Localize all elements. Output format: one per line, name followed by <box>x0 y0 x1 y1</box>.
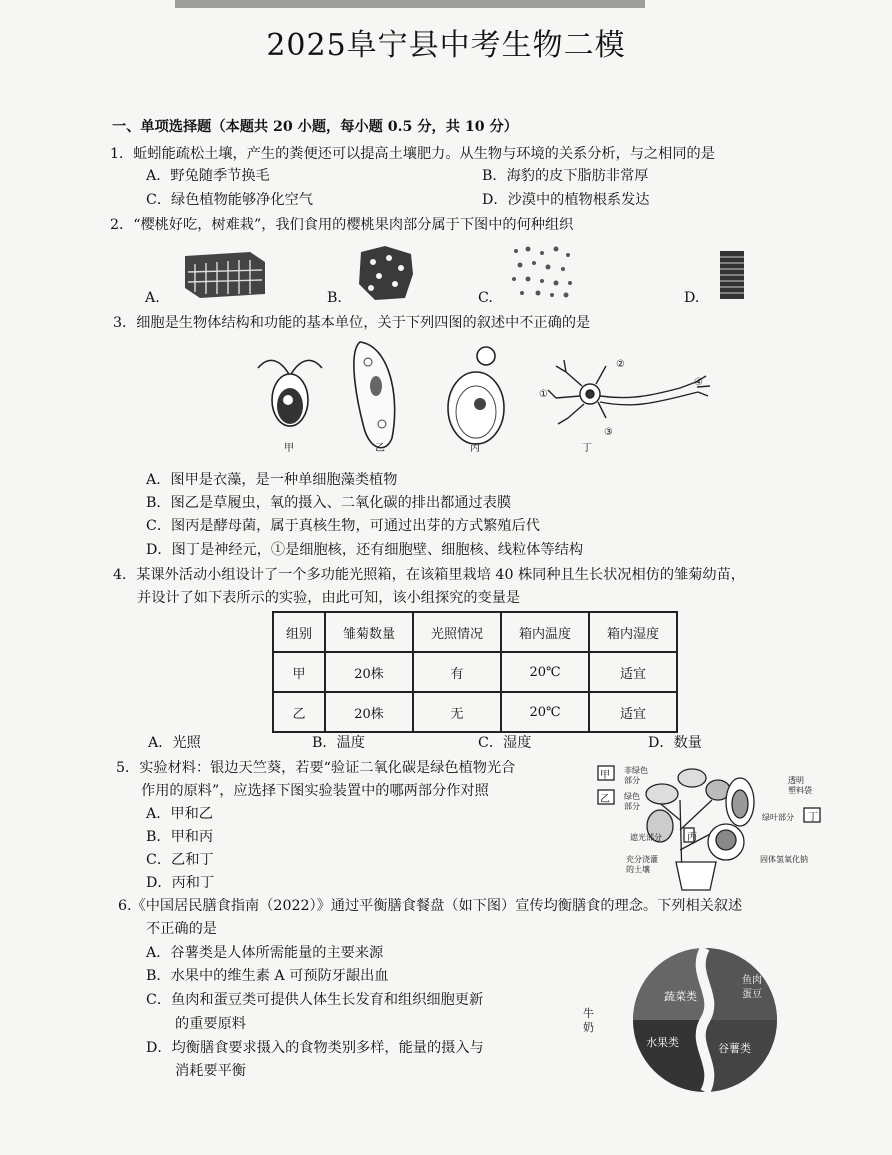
q5-box-ding: 丁 <box>808 812 818 823</box>
q3-option-a: A．图甲是衣藻，是一种单细胞藻类植物 <box>146 472 398 488</box>
neuron-figure <box>548 360 710 424</box>
chlamydomonas-figure <box>258 360 322 426</box>
neuron-mark-4: ④ <box>694 377 703 388</box>
q5-label-shade: 遮光部分 <box>630 833 662 842</box>
q3-option-d: D．图丁是神经元，①是细胞核，还有细胞壁、细胞核、线粒体等结构 <box>146 542 584 558</box>
q1-stem: 1．蚯蚓能疏松土壤，产生的粪便还可以提高土壤肥力。从生物与环境的关系分析，与之相同的是 <box>110 146 715 162</box>
q5-label-naoh: 固体氢氧化钠 <box>760 855 808 864</box>
tissue-d-image <box>718 249 746 301</box>
q6-option-c-line2: 的重要原料 <box>175 1016 246 1032</box>
q1-option-a: A．野兔随季节换毛 <box>146 168 270 184</box>
q4-stem-line2: 并设计了如下表所示的实验，由此可知，该小组探究的变量是 <box>137 590 521 606</box>
milk-label-1: 牛 <box>583 1007 594 1020</box>
q4-option-c: C．湿度 <box>478 735 532 751</box>
q5-box-bing: 丙 <box>687 832 697 843</box>
section-heading: 一、单项选择题（本题共 20 小题，每小题 0.5 分，共 10 分） <box>112 119 518 135</box>
q2-option-a: A. <box>145 290 160 306</box>
milk-label-2: 奶 <box>583 1021 594 1034</box>
table-cell: 20株 <box>325 652 413 692</box>
q4-option-d: D．数量 <box>648 735 702 751</box>
q5-option-b: B．甲和丙 <box>146 829 214 845</box>
scan-artifact-bar <box>175 0 645 8</box>
q1-option-b: B．海豹的皮下脂肪非常厚 <box>482 168 649 184</box>
fig-label-bing: 丙 <box>470 443 480 454</box>
table-cell: 20株 <box>325 692 413 732</box>
q6-option-d-line1: D．均衡膳食要求摄入的食物类别多样，能量的摄入与 <box>146 1040 484 1056</box>
q4-option-a: A．光照 <box>148 735 201 751</box>
neuron-mark-1: ① <box>539 389 548 400</box>
q5-stem-line1: 5．实验材料：银边天竺葵，若要“验证二氧化碳是绿色植物光合 <box>116 760 516 776</box>
q6-option-c-line1: C．鱼肉和蛋豆类可提供人体生长发育和组织细胞更新 <box>146 992 484 1008</box>
q5-option-c: C．乙和丁 <box>146 852 214 868</box>
paramecium-figure <box>354 342 395 448</box>
q5-stem-line2: 作用的原料”，应选择下图实验装置中的哪两部分作对照 <box>141 783 489 799</box>
table-cell: 适宜 <box>589 692 677 732</box>
q5-label-bag2: 塑料袋 <box>788 786 812 795</box>
table-cell: 20℃ <box>501 692 589 732</box>
q4-stem-line1: 4．某课外活动小组设计了一个多功能光照箱，在该箱里栽培 40 株同种且生长状况相仿的雏菊幼苗， <box>113 567 745 583</box>
q3-option-b: B．图乙是草履虫，氧的摄入、二氧化碳的排出都通过表膜 <box>146 495 512 511</box>
q6-option-d-line2: 消耗要平衡 <box>175 1063 246 1079</box>
q5-label-green1: 绿色 <box>624 792 640 801</box>
q5-label-nongreen2: 部分 <box>624 776 640 785</box>
table-header: 组别 <box>273 612 325 652</box>
yeast-figure <box>448 347 504 444</box>
cell-diagrams <box>250 338 720 460</box>
table-cell: 乙 <box>273 692 325 732</box>
neuron-mark-2: ② <box>616 359 625 370</box>
q5-label-soil1: 充分浇灌 <box>626 855 658 864</box>
plate-meat-label-1: 鱼肉 <box>742 975 762 986</box>
q2-option-b: B. <box>327 290 342 306</box>
q4-option-b: B．温度 <box>312 735 365 751</box>
table-cell: 甲 <box>273 652 325 692</box>
table-cell: 20℃ <box>501 652 589 692</box>
plate-veg-label: 蔬菜类 <box>664 990 697 1003</box>
q5-box-jia: 甲 <box>600 770 610 781</box>
balanced-diet-plate <box>630 945 780 1095</box>
q5-box-yi: 乙 <box>600 794 610 805</box>
q2-option-d: D. <box>684 290 700 306</box>
fig-label-jia: 甲 <box>284 443 294 454</box>
q6-stem-line1: 6.《中国居民膳食指南（2022）》通过平衡膳食餐盘（如下图）宣传均衡膳食的理念。下列相关叙述 <box>118 898 743 914</box>
page-title: 2025阜宁县中考生物二模 <box>266 28 626 63</box>
q5-label-bag1: 透明 <box>788 776 804 785</box>
table-header: 雏菊数量 <box>325 612 413 652</box>
table-header: 箱内湿度 <box>589 612 677 652</box>
neuron-mark-3: ③ <box>604 427 613 438</box>
table-cell: 适宜 <box>589 652 677 692</box>
plate-fruit-label: 水果类 <box>646 1036 679 1049</box>
q5-option-d: D．丙和丁 <box>146 875 215 891</box>
q5-label-nongreen1: 非绿色 <box>624 766 648 775</box>
plate-grain-label: 谷薯类 <box>718 1042 751 1055</box>
table-header: 箱内温度 <box>501 612 589 652</box>
table-header: 光照情况 <box>413 612 501 652</box>
q5-option-a: A．甲和乙 <box>146 806 213 822</box>
q6-option-b: B．水果中的维生素 A 可预防牙龈出血 <box>146 968 389 984</box>
table-cell: 无 <box>413 692 501 732</box>
table-row <box>273 692 677 732</box>
q5-label-greenleaf: 绿叶部分 <box>762 813 794 822</box>
table-cell: 有 <box>413 652 501 692</box>
experiment-table <box>272 611 678 733</box>
table-row <box>273 652 677 692</box>
q2-option-c: C. <box>478 290 493 306</box>
table-header-row <box>273 612 677 652</box>
fig-label-ding: 丁 <box>582 443 592 454</box>
plate-meat-label-2: 蛋豆 <box>742 989 762 1000</box>
q6-option-a: A．谷薯类是人体所需能量的主要来源 <box>146 945 384 961</box>
q1-option-d: D．沙漠中的植物根系发达 <box>482 192 650 208</box>
q1-option-c: C．绿色植物能够净化空气 <box>146 192 313 208</box>
q3-stem: 3．细胞是生物体结构和功能的基本单位，关于下列四图的叙述中不正确的是 <box>113 315 591 331</box>
q6-stem-line2: 不正确的是 <box>146 921 217 937</box>
tissue-b-image <box>355 244 417 302</box>
q2-stem: 2．“樱桃好吃，树难栽”，我们食用的樱桃果肉部分属于下图中的何种组织 <box>110 217 574 233</box>
q3-option-c: C．图丙是酵母菌，属于真核生物，可通过出芽的方式繁殖后代 <box>146 518 540 534</box>
q5-label-green2: 部分 <box>624 802 640 811</box>
tissue-a-image <box>180 244 270 300</box>
fig-label-yi: 乙 <box>375 443 385 454</box>
q5-label-soil2: 的土壤 <box>626 865 650 874</box>
tissue-c-image <box>508 243 578 299</box>
